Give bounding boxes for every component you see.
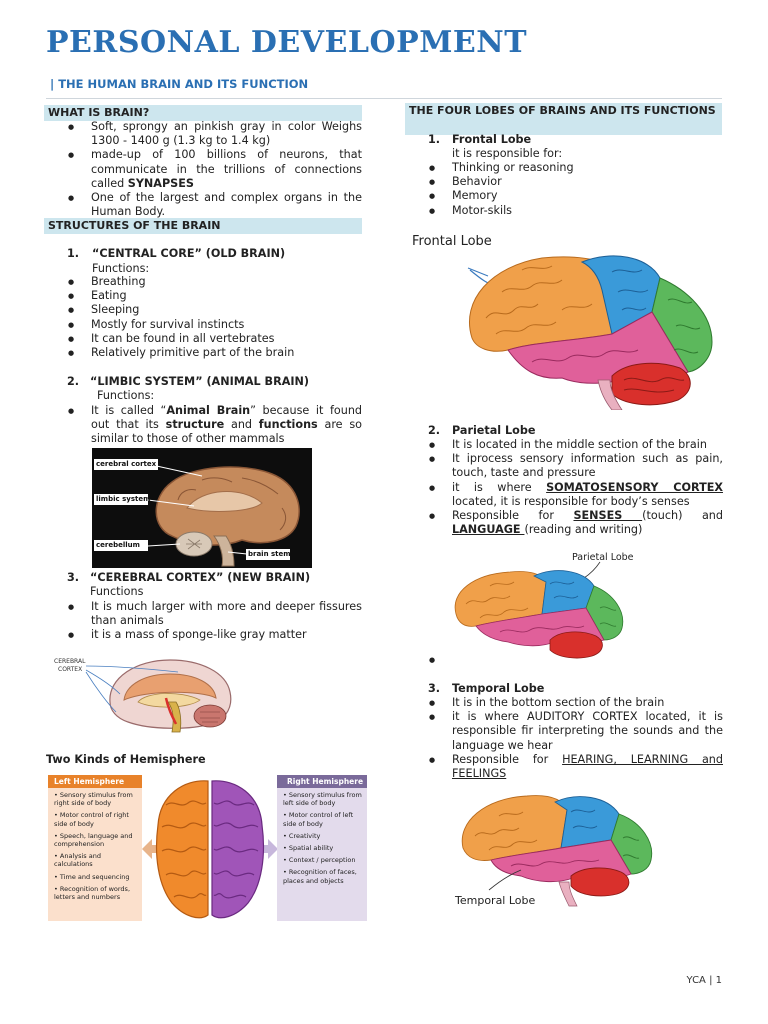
list-item: ● Thinking or reasoning	[407, 161, 723, 175]
list-item: ● it is where SOMATOSENSORY CORTEX located, it is responsible for body’s senses	[407, 481, 723, 509]
list-item: ● It is in the bottom section of the brain	[407, 696, 723, 710]
list-item: ● It is much larger with more and deeper fissures than animals	[46, 600, 362, 628]
cortex-label-1: CEREBRAL	[54, 658, 86, 665]
hemisphere-heading: Two Kinds of Hemisphere	[46, 753, 206, 766]
empty-bullet-list	[407, 653, 723, 667]
list-item: • Recognition of faces, places and objects	[283, 868, 357, 885]
list-item: ● it is a mass of sponge-like gray matter	[46, 628, 362, 642]
right-hemisphere-card	[277, 775, 367, 921]
list-item: ● Breathing	[46, 275, 362, 289]
frontal-image-label: Frontal Lobe	[412, 234, 492, 249]
list-item: • Time and sequencing	[54, 872, 130, 881]
cerebral-list	[46, 600, 362, 643]
header-divider	[46, 98, 722, 99]
central-core-list	[46, 275, 362, 360]
central-core-title: “CENTRAL CORE” (OLD BRAIN)	[92, 247, 286, 260]
list-item: ● Behavior	[407, 175, 723, 189]
limbic-number: 2.	[67, 375, 80, 388]
list-item: ● Motor-skils	[407, 204, 723, 218]
frontal-number: 1.	[428, 133, 441, 146]
left-hemisphere-card	[48, 775, 142, 921]
parietal-brain-image	[450, 552, 650, 664]
temporal-lobe-figure	[455, 786, 665, 914]
label-limbic-system: limbic system	[96, 495, 151, 503]
frontal-lobe-figure	[412, 230, 722, 410]
list-item: ● One of the largest and complex organs in the Human Body.	[46, 191, 362, 219]
temporal-title: Temporal Lobe	[452, 682, 545, 695]
label-cerebral-cortex: cerebral cortex	[96, 460, 157, 468]
frontal-brain-image	[412, 230, 722, 410]
temporal-list	[407, 696, 723, 781]
limbic-list	[46, 404, 362, 447]
what-is-brain-heading: WHAT IS BRAIN?	[44, 105, 362, 121]
list-item: • Speech, language and comprehension	[54, 831, 133, 849]
cerebral-number: 3.	[67, 571, 80, 584]
temporal-number: 3.	[428, 682, 441, 695]
list-item: • Motor control of left side of body	[283, 811, 354, 828]
limbic-functions-label: Functions:	[97, 389, 155, 402]
list-item: ● Sleeping	[46, 303, 362, 317]
limbic-title: “LIMBIC SYSTEM” (ANIMAL BRAIN)	[90, 375, 309, 388]
list-item: • Recognition of words, letters and numbers	[54, 884, 131, 902]
list-item: ● Eating	[46, 289, 362, 303]
frontal-title: Frontal Lobe	[452, 133, 532, 146]
list-item	[407, 653, 723, 667]
label-brain-stem: brain stem	[248, 550, 291, 558]
list-item: • Sensory stimulus from left side of body	[283, 791, 362, 808]
hemispheres-illustration	[140, 775, 280, 923]
list-item: ● It can be found in all vertebrates	[46, 332, 362, 346]
list-item: • Sensory stimulus from right side of body	[54, 791, 133, 808]
list-item: ● Soft, sprongy an pinkish gray in color Weighs 1300 - 1400 g (1.3 kg to 1.4 kg)	[46, 120, 362, 148]
parietal-number: 2.	[428, 424, 441, 437]
parietal-lobe-figure	[450, 552, 650, 664]
list-item: ● Memory	[407, 189, 723, 203]
right-hemisphere-title: Right Hemisphere	[277, 775, 367, 788]
cerebral-functions-label: Functions	[90, 585, 144, 598]
list-item: ● It is called “Animal Brain” because it found out that its structure and functions are so similar to those of other mammals	[46, 404, 362, 447]
list-item: • Creativity	[283, 831, 321, 840]
list-item: ● Responsible for SENSES (touch) and LANGUAGE (reading and writing)	[407, 509, 723, 537]
parietal-title: Parietal Lobe	[452, 424, 536, 437]
page-subtitle: | THE HUMAN BRAIN AND ITS FUNCTION	[50, 77, 309, 91]
list-item: • Spatial ability	[283, 844, 334, 853]
what-is-brain-list	[46, 120, 362, 219]
list-item: ● it is where AUDITORY CORTEX located, it is responsible fir interpreting the sounds and the language we hear	[407, 710, 723, 753]
frontal-list	[407, 161, 723, 218]
list-item: ● made-up of 100 billions of neurons, that communicate in the trillions of connections called SYNAPSES	[46, 148, 362, 191]
synapses-term: SYNAPSES	[127, 176, 194, 190]
page-title: PERSONAL DEVELOPMENT	[46, 25, 528, 60]
list-item: ● It is located in the middle section of the brain	[407, 438, 723, 452]
list-item: ● Relatively primitive part of the brain	[46, 346, 362, 360]
limbic-brain-photo	[92, 448, 312, 568]
cerebral-title: “CEREBRAL CORTEX” (NEW BRAIN)	[90, 571, 311, 584]
list-item: • Analysis and calculations	[54, 852, 101, 869]
left-hemisphere-title: Left Hemisphere	[48, 775, 142, 788]
label-cerebellum: cerebellum	[96, 541, 140, 549]
list-item: • Motor control of right side of body	[54, 811, 129, 828]
parietal-list	[407, 438, 723, 537]
list-item: ● It iprocess sensory information such as pain, touch, taste and pressure	[407, 452, 723, 480]
four-lobes-heading: THE FOUR LOBES OF BRAINS AND ITS FUNCTIONS	[405, 103, 722, 135]
frontal-intro: it is responsible for:	[452, 147, 563, 160]
central-core-functions-label: Functions:	[92, 262, 150, 275]
temporal-image-label: Temporal Lobe	[455, 894, 536, 907]
structures-heading: STRUCTURES OF THE BRAIN	[44, 218, 362, 234]
list-item: ● Mostly for survival instincts	[46, 318, 362, 332]
list-item: ● Responsible for HEARING, LEARNING and FEELINGS	[407, 753, 723, 781]
cortex-label-2: CORTEX	[58, 666, 83, 673]
page-footer: YCA | 1	[686, 975, 722, 986]
cortex-diagram	[50, 652, 250, 736]
list-item: • Context / perception	[283, 856, 356, 865]
parietal-image-label: Parietal Lobe	[572, 552, 634, 563]
central-core-number: 1.	[67, 247, 80, 260]
